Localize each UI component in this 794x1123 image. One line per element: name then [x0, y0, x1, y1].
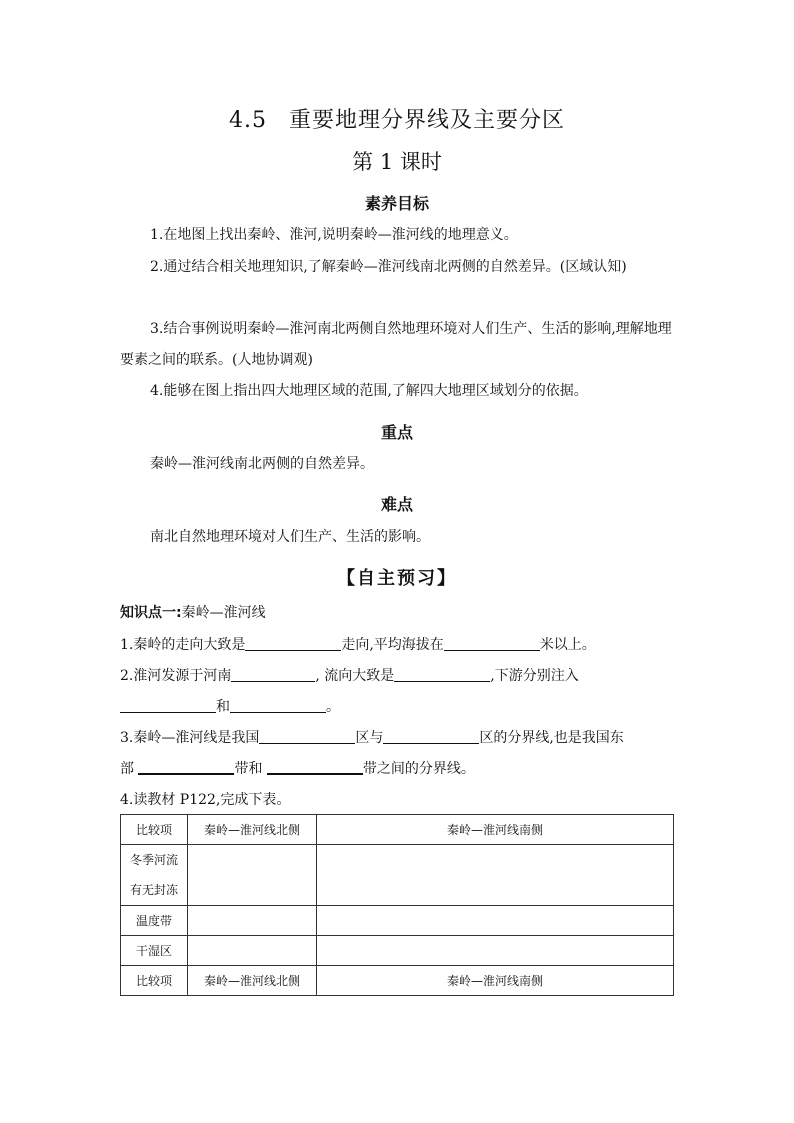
q3-text-a: 3.秦岭—淮河线是我国	[120, 730, 260, 746]
q1-blank-2[interactable]	[444, 636, 540, 651]
q1-text-a: 1.秦岭的走向大致是	[120, 637, 246, 653]
q2-text-b: , 流向大致是	[315, 668, 395, 684]
q3-text-b: 区与	[355, 730, 384, 746]
goal-item-4: 4.能够在图上指出四大地理区域的范围,了解四大地理区域划分的依据。	[150, 383, 588, 399]
q3-text-c: 区的分界线,也是我国东	[479, 730, 624, 746]
header-cell-south: 秦岭—淮河线南侧	[317, 815, 674, 845]
answer-cell-north[interactable]	[188, 936, 317, 966]
question-1	[120, 634, 680, 654]
q2-blank-3[interactable]	[120, 698, 216, 713]
q3-text-e: 带和	[234, 761, 267, 777]
header-cell-north: 秦岭—淮河线北侧	[188, 815, 317, 845]
goals-heading: 素养目标	[364, 194, 429, 213]
table-header-row	[121, 815, 674, 845]
answer-cell-south[interactable]	[317, 906, 674, 936]
table-row	[121, 845, 674, 906]
question-3	[120, 727, 680, 747]
key-point-heading: 重点	[380, 423, 413, 442]
row-label-temperature-zone: 温度带	[121, 906, 188, 936]
q3-text-d: 部	[120, 761, 139, 777]
question-4: 4.读教材 P122,完成下表。	[120, 792, 291, 808]
q3-blank-3[interactable]	[138, 759, 234, 775]
knowledge-point	[120, 602, 266, 622]
q3-text-f: 带之间的分界线。	[362, 761, 475, 777]
page-title	[0, 103, 794, 134]
q2-blank-1[interactable]	[231, 667, 315, 682]
footer-cell-south: 秦岭—淮河线南侧	[317, 966, 674, 996]
q2-blank-4[interactable]	[230, 698, 326, 713]
q2-blank-2[interactable]	[394, 667, 490, 682]
q2-text-d: 和	[216, 699, 230, 715]
q1-text-c: 米以上。	[539, 637, 596, 653]
answer-cell-south[interactable]	[317, 845, 674, 906]
answer-cell-south[interactable]	[317, 936, 674, 966]
q3-blank-4[interactable]	[267, 759, 363, 775]
q2-text-c: ,下游分别注入	[490, 668, 579, 684]
row-label-line-1: 冬季河流	[129, 853, 178, 867]
row-label-dry-wet-region: 干湿区	[121, 936, 188, 966]
question-3-cont	[120, 758, 680, 778]
lesson-title: 重要地理分界线及主要分区	[288, 108, 565, 133]
row-label-line-2: 有无封冻	[129, 883, 178, 897]
difficulty-heading: 难点	[380, 495, 413, 514]
goal-item-3: 3.结合事例说明秦岭—淮河南北两侧自然地理环境对人们生产、生活的影响,理解地理要素之间的联系。(人地协调观)	[120, 321, 672, 368]
table-footer-row	[121, 966, 674, 996]
table-row	[121, 936, 674, 966]
q1-blank-1[interactable]	[245, 636, 341, 651]
difficulty-text: 南北自然地理环境对人们生产、生活的影响。	[150, 529, 430, 545]
key-point-text: 秦岭—淮河线南北两侧的自然差异。	[150, 456, 374, 472]
preview-heading: 【自主预习】	[337, 568, 457, 589]
goal-item-1: 1.在地图上找出秦岭、淮河,说明秦岭—淮河线的地理意义。	[150, 227, 518, 243]
q2-text-e: 。	[326, 699, 340, 715]
q1-text-b: 走向,平均海拔在	[341, 637, 444, 653]
answer-cell-north[interactable]	[188, 906, 317, 936]
lesson-number: 4.5	[228, 108, 267, 133]
table-row	[121, 906, 674, 936]
goal-item-2: 2.通过结合相关地理知识,了解秦岭—淮河线南北两侧的自然差异。(区域认知)	[150, 259, 627, 275]
comparison-table	[120, 814, 674, 996]
question-2-cont	[120, 696, 680, 716]
q3-blank-1[interactable]	[259, 729, 355, 744]
footer-cell-item: 比较项	[121, 966, 188, 996]
answer-cell-north[interactable]	[188, 845, 317, 906]
page-subtitle: 第 1 课时	[352, 150, 442, 174]
header-cell-item: 比较项	[121, 815, 188, 845]
knowledge-point-label: 知识点一:	[120, 605, 182, 621]
row-label-river-freeze	[121, 845, 188, 906]
footer-cell-north: 秦岭—淮河线北侧	[188, 966, 317, 996]
knowledge-point-title: 秦岭—淮河线	[181, 605, 266, 621]
q3-blank-2[interactable]	[383, 729, 479, 744]
question-2	[120, 665, 680, 685]
q2-text-a: 2.淮河发源于河南	[120, 668, 232, 684]
